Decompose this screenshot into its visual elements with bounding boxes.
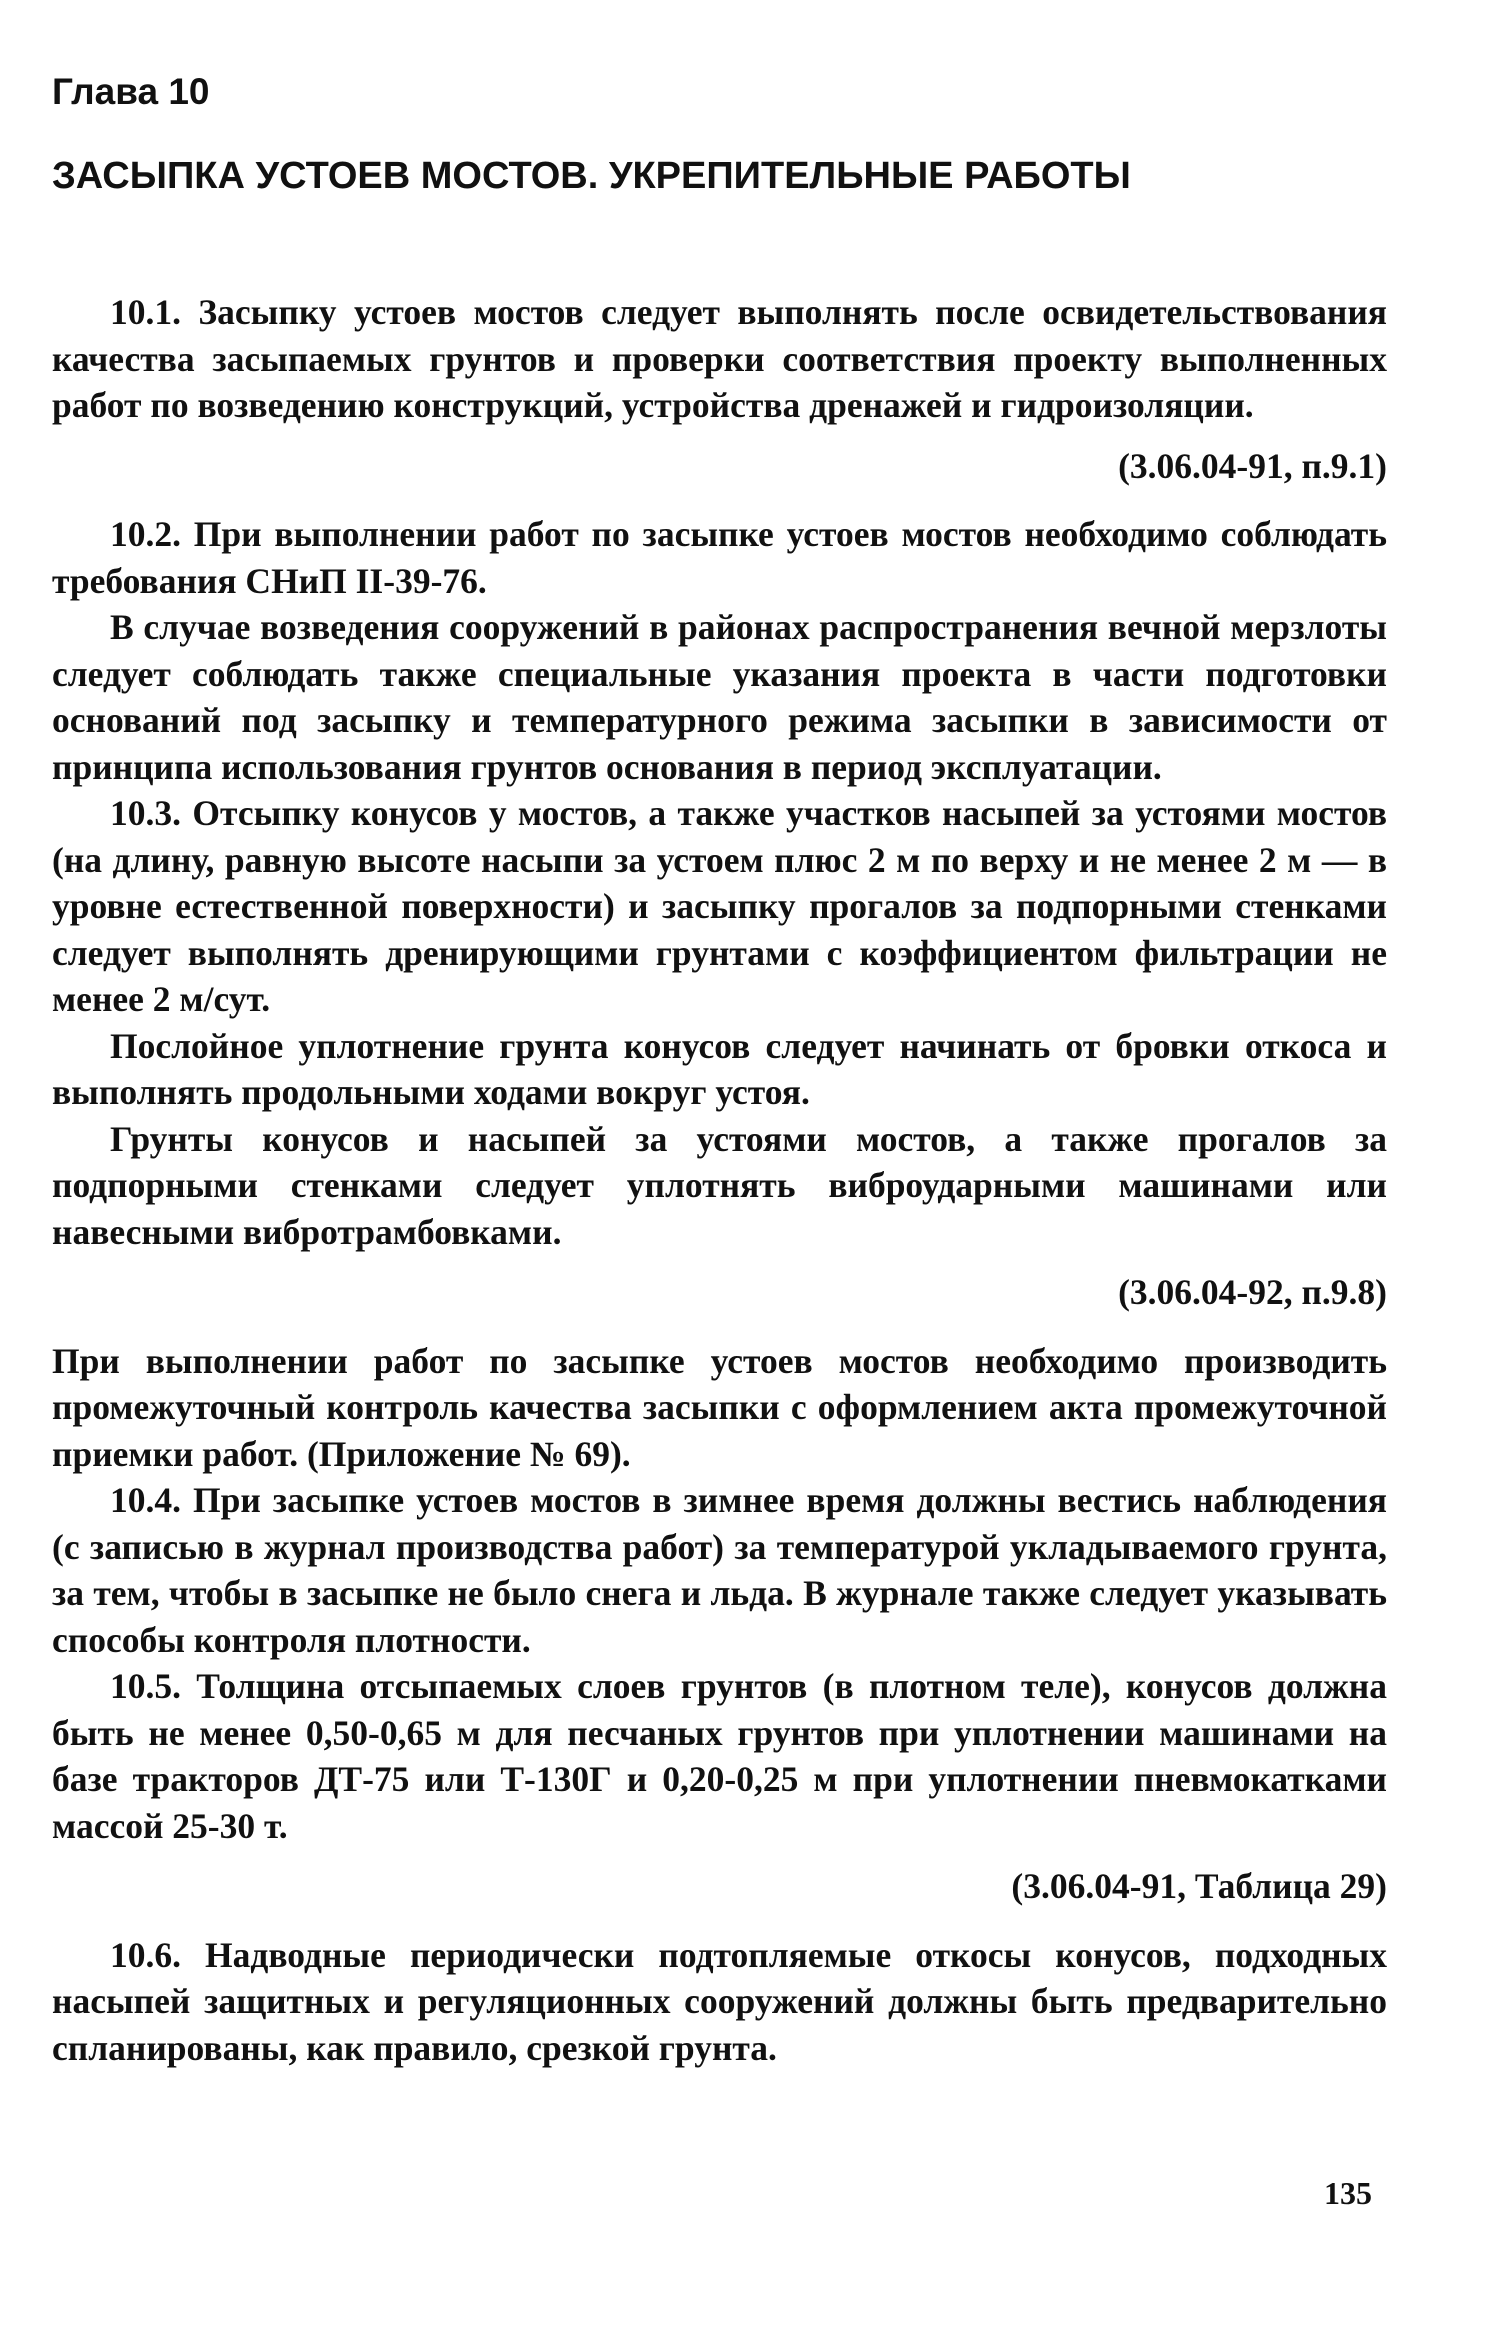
paragraph-10-2: 10.2. При выполнении работ по засыпке устоев мостов необходимо соблюдать требования СНиП II-39-76. (52, 514, 1387, 601)
document-page (52, 70, 1387, 2071)
reference-2: (3.06.04-92, п.9.8) (1118, 1272, 1387, 1313)
paragraph-10-3-soils: Грунты конусов и насыпей за устоями мостов, а также прогалов за подпорными стенками следует уплотнять виброударными машинами или навесными вибротрамбовками. (52, 1118, 1387, 1252)
paragraph-10-2-permafrost: В случае возведения сооружений в районах распространения вечной мерзлоты следует соблюдать также специальные указания проекта в части подготовки оснований под засыпку и температурного режима засыпки в зависимости от принципа использования грунтов основания в период эксплуатации. (52, 607, 1387, 787)
paragraph-10-3-compaction: Послойное уплотнение грунта конусов следует начинать от бровки откоса и выполнять продольными ходами вокруг устоя. (52, 1025, 1387, 1113)
paragraph-10-1: 10.1. Засыпку устоев мостов следует выполнять после освидетельствования качества засыпаемых грунтов и проверки соответствия проекту выполненных работ по возведению конструкций, устройства дренажей и гидроизоляции. (52, 292, 1387, 426)
paragraph-10-5: 10.5. Толщина отсыпаемых слоев грунтов (в плотном теле), конусов должна быть не менее 0,50-0,65 м для песчаных грунтов при уплотнении машинами на базе тракторов ДТ-75 или Т-130Г и 0,20-0,25 м при уплотнении пневмокатками массой 25-30 т. (52, 1666, 1387, 1846)
reference-3: (3.06.04-91, Таблица 29) (1011, 1866, 1387, 1907)
paragraph-10-3: 10.3. Отсыпку конусов у мостов, а также участков насыпей за устоями мостов (на длину, равную высоте насыпи за устоем плюс 2 м по верху и не менее 2 м — в уровне естественной поверхности) и засыпку прогалов за подпорными стенками следует выполнять дренирующими грунтами с коэффициентом фильтрации не менее 2 м/сут. (52, 793, 1387, 1020)
chapter-label: Глава 10 (52, 71, 210, 112)
reference-1: (3.06.04-91, п.9.1) (1118, 445, 1387, 486)
page-number: 135 (1324, 2175, 1372, 2211)
paragraph-10-6: 10.6. Надводные периодически подтопляемые откосы конусов, подходных насыпей защитных и регуляционных сооружений должны быть предварительно спланированы, как правило, срезкой грунта. (52, 1934, 1387, 2068)
paragraph-intermediate-control: При выполнении работ по засыпке устоев мостов необходимо производить промежуточный контроль качества засыпки с оформлением акта промежуточной приемки работ. (Приложение № 69). (52, 1340, 1387, 1474)
paragraph-10-4: 10.4. При засыпке устоев мостов в зимнее время должны вестись наблюдения (с записью в журнал производства работ) за температурой укладываемого грунта, за тем, чтобы в засыпке не было снега и льда. В журнале также следует указывать способы контроля плотности. (52, 1480, 1387, 1660)
chapter-title: ЗАСЫПКА УСТОЕВ МОСТОВ. УКРЕПИТЕЛЬНЫЕ РАБОТЫ (52, 155, 1131, 198)
